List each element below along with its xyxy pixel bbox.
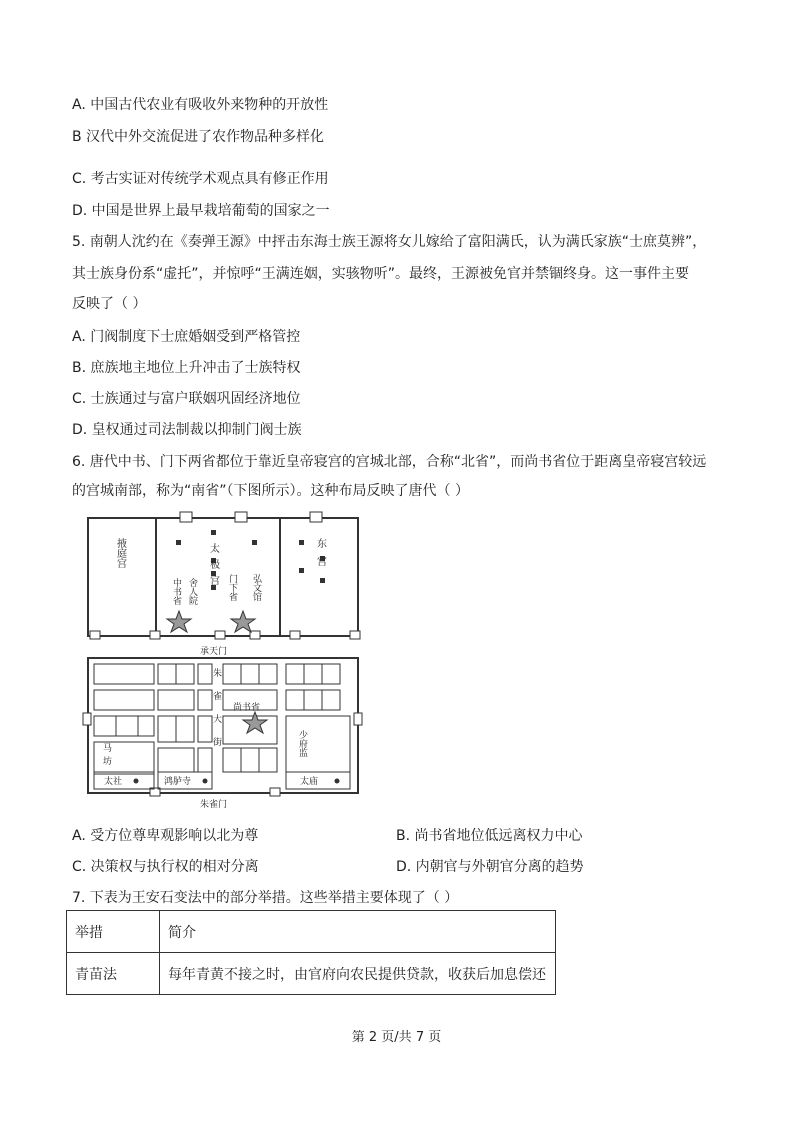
q4-option-b: B 汉代中外交流促进了农作物品种多样化 <box>72 129 325 145</box>
page-footer: 第 2 页/共 7 页 <box>351 1030 442 1045</box>
tang-palace-map <box>80 508 365 810</box>
label-menxia: 门下省 <box>227 574 237 601</box>
label-taimiao: 太庙 <box>300 777 319 787</box>
label-zhuque-street: 朱雀大街 <box>211 668 221 760</box>
table-cell-measure: 青苗法 <box>67 953 160 995</box>
label-zhongshu: 中书省 <box>171 578 181 605</box>
q4-option-a: A. 中国古代农业有吸收外来物种的开放性 <box>72 97 329 113</box>
label-taiji-palace: 太极宫 <box>207 543 219 591</box>
q6-stem-line-1: 6. 唐代中书、门下两省都位于靠近皇帝寝宫的宫城北部，合称“北省”，而尚书省位于距离皇帝寝宫较远 <box>72 454 707 470</box>
label-taishe: 太社 <box>104 777 123 787</box>
table-header-intro: 简介 <box>160 911 556 953</box>
table-row <box>67 953 556 995</box>
label-hongwen: 弘文馆 <box>251 574 261 601</box>
q5-option-a: A. 门阀制度下士庶婚姻受到严格管控 <box>72 329 301 345</box>
palace-city-wall <box>88 518 358 636</box>
q7-table <box>66 910 556 995</box>
q6-option-a: A. 受方位尊卑观影响以北为尊 <box>72 828 259 844</box>
star-shangshu <box>243 712 267 733</box>
label-chengtian-gate: 承天门 <box>200 647 228 657</box>
q6-option-c: C. 决策权与执行权的相对分离 <box>72 859 259 875</box>
city-blocks-left <box>94 664 212 789</box>
q5-option-d: D. 皇权通过司法制裁以抑制门阀士族 <box>72 422 302 438</box>
label-shangshu: 尚书省 <box>233 703 261 713</box>
label-zhuque-gate: 朱雀门 <box>200 800 228 810</box>
city-blocks-middle <box>223 664 350 789</box>
q5-stem-line-3: 反映了（ ） <box>72 296 147 312</box>
table-cell-intro: 每年青黄不接之时，由官府向农民提供贷款，收获后加息偿还 <box>160 953 556 995</box>
star-zhongshu <box>167 611 191 632</box>
q5-option-b: B. 庶族地主地位上升冲击了士族特权 <box>72 360 301 376</box>
label-mafang: 马坊 <box>101 743 111 769</box>
taishe-dot <box>134 779 139 784</box>
label-honglu: 鸿胪寺 <box>164 777 192 787</box>
taimiao-dot <box>335 779 340 784</box>
label-shaofu: 少府监 <box>297 730 307 757</box>
q5-option-c: C. 士族通过与富户联姻巩固经济地位 <box>72 391 301 407</box>
q5-stem-line-2: 其士族身份系“虚托”，并惊呼“王满连姻，实骇物听”。最终，王源被免官并禁锢终身。这一事件主要 <box>72 266 690 282</box>
gate-towers <box>90 512 360 639</box>
q6-option-b: B. 尚书省地位低远离权力中心 <box>396 828 583 844</box>
star-menxia <box>231 611 255 632</box>
q6-stem-line-2: 的宫城南部，称为“南省”（下图所示）。这种布局反映了唐代（ ） <box>72 483 469 499</box>
table-header-measure: 举措 <box>67 911 160 953</box>
honglu-dot <box>203 779 208 784</box>
table-header-row <box>67 911 556 953</box>
label-sheren: 舍人院 <box>187 578 197 605</box>
label-east-palace: 东宫 <box>314 538 326 574</box>
q5-stem-line-1: 5. 南朝人沈约在《奏弹王源》中抨击东海士族王源将女儿嫁给了富阳满氏，认为满氏家族“士庶莫辨”， <box>72 234 707 250</box>
q4-option-c: C. 考古实证对传统学术观点具有修正作用 <box>72 171 329 187</box>
label-yeting-palace: 掖庭宫 <box>114 538 126 568</box>
q7-stem: 7. 下表为王安石变法中的部分举措。这些举措主要体现了（ ） <box>72 890 459 906</box>
q6-option-d: D. 内朝官与外朝官分离的趋势 <box>396 859 584 875</box>
q4-option-d: D. 中国是世界上最早栽培葡萄的国家之一 <box>72 203 330 219</box>
